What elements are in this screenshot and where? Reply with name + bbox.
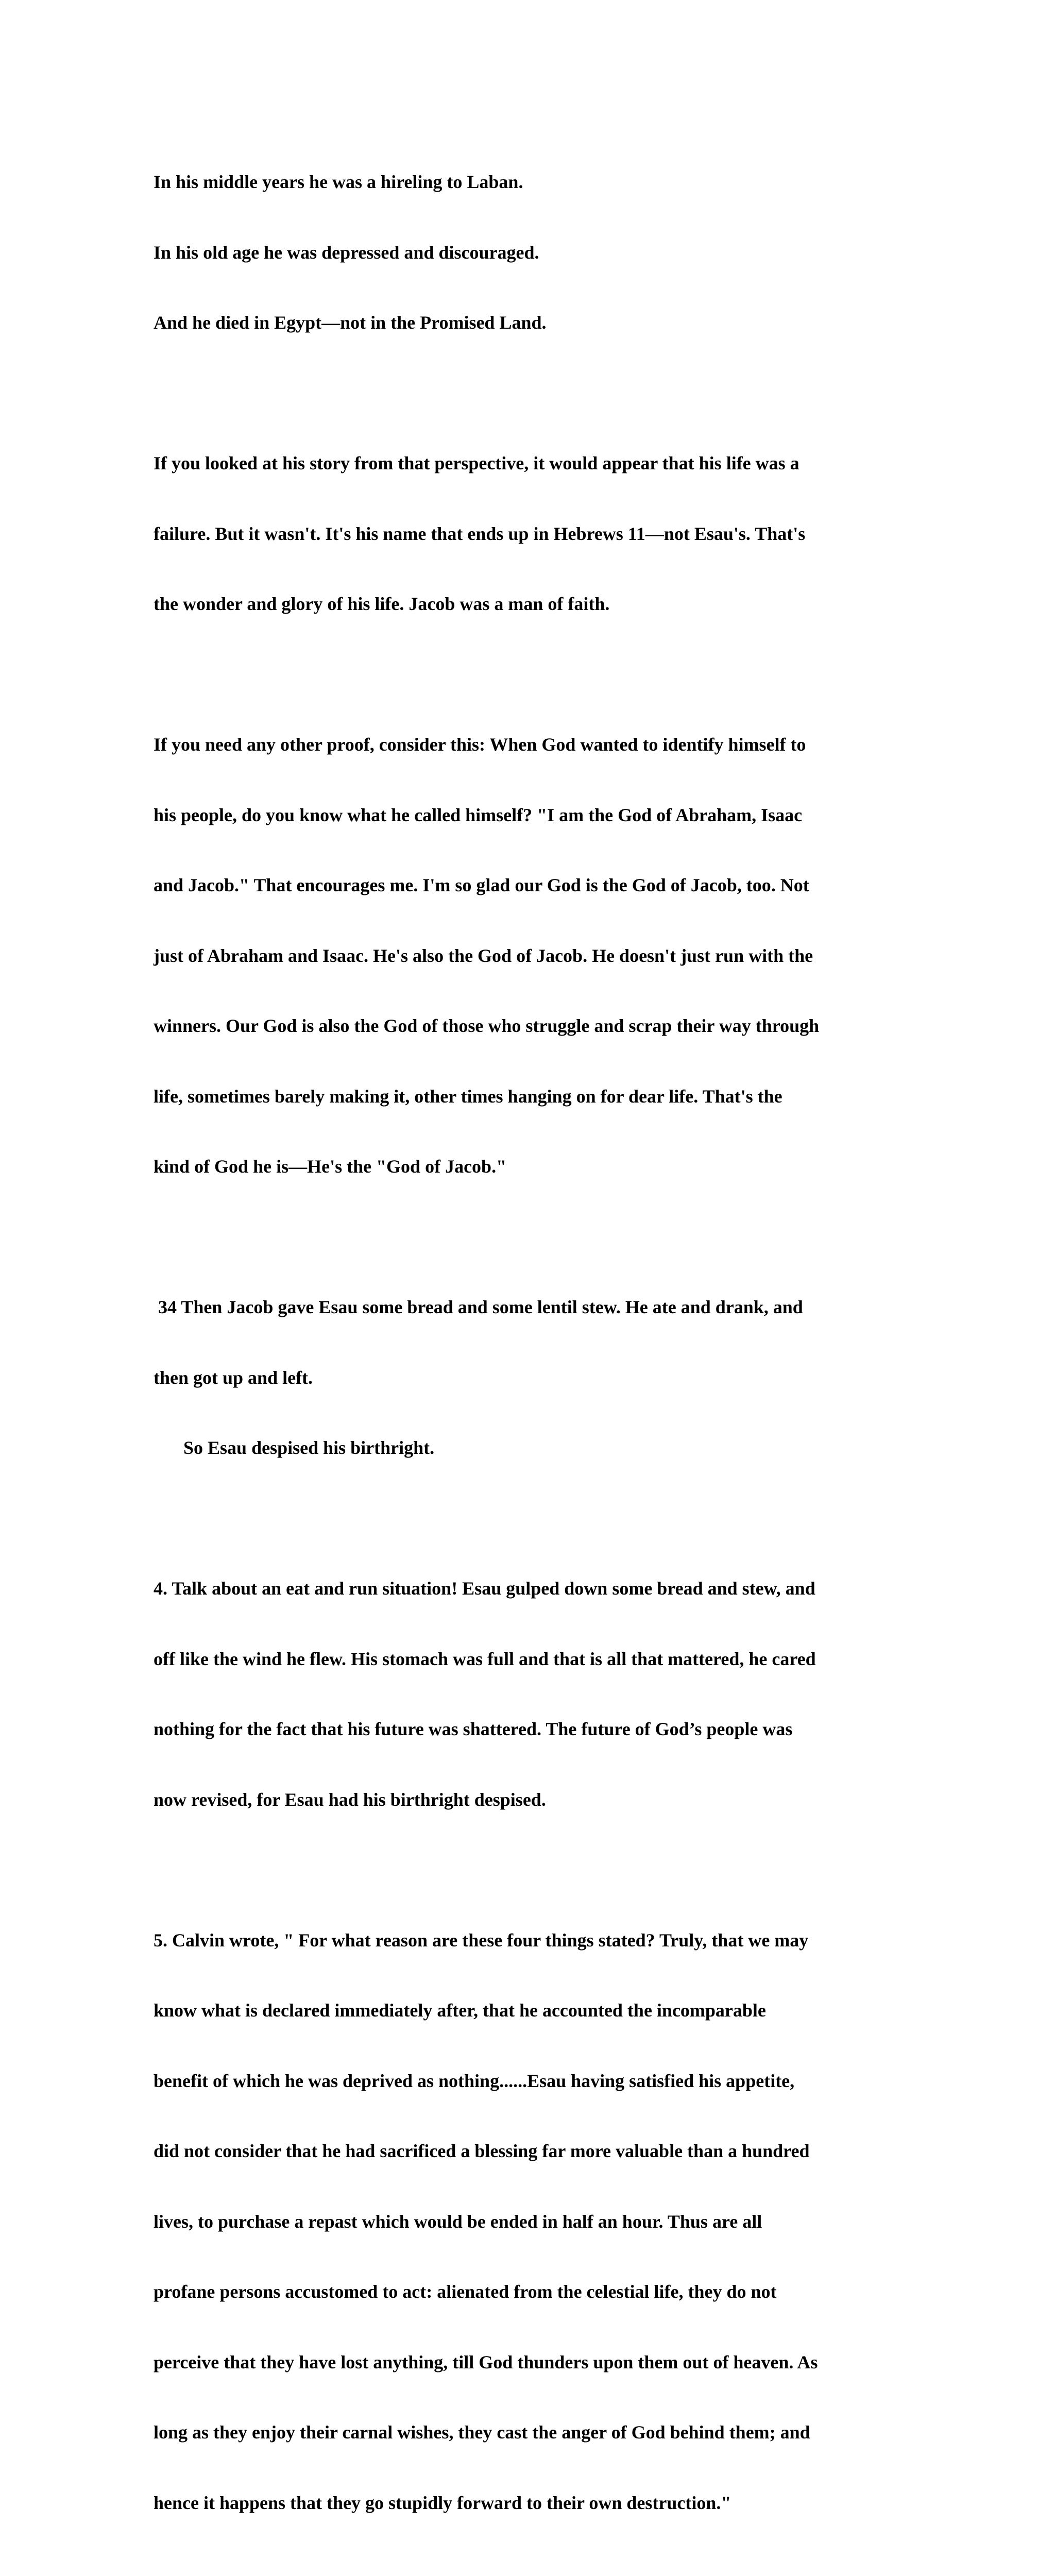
text-line: now revised, for Esau had his birthright despised. (154, 1789, 546, 1810)
document-body (154, 124, 906, 2576)
text-line: If you looked at his story from that perspective, it would appear that his life was a (154, 453, 799, 473)
text-line: nothing for the fact that his future was shattered. The future of God’s people was (154, 1719, 793, 1739)
text-line: 34 Then Jacob gave Esau some bread and some lentil stew. He ate and drank, and (154, 1297, 803, 1317)
text-line: know what is declared immediately after, that he accounted the incomparable (154, 2000, 766, 2021)
paragraph-perspective (154, 405, 906, 663)
text-line: did not consider that he had sacrificed a blessing far more valuable than a hundred (154, 2141, 810, 2161)
text-line: benefit of which he was deprived as nothing......Esau having satisfied his appetite, (154, 2070, 795, 2091)
paragraph-god-of-jacob (154, 686, 906, 1226)
text-line: If you need any other proof, consider this: When God wanted to identify himself to (154, 734, 806, 755)
text-line: life, sometimes barely making it, other times hanging on for dear life. That's the (154, 1086, 782, 1107)
paragraph-jacob-life-stages (154, 124, 906, 382)
text-line: failure. But it wasn't. It's his name that ends up in Hebrews 11—not Esau's. That's (154, 523, 806, 544)
text-line: And he died in Egypt—not in the Promised Land. (154, 312, 547, 333)
text-line: then got up and left. (154, 1367, 313, 1388)
text-line: hence it happens that they go stupidly forward to their own destruction." (154, 2492, 731, 2513)
text-line: winners. Our God is also the God of those who struggle and scrap their way through (154, 1015, 820, 1036)
text-line: just of Abraham and Isaac. He's also the God of Jacob. He doesn't just run with the (154, 945, 813, 966)
text-line: off like the wind he flew. His stomach was full and that is all that mattered, he cared (154, 1648, 816, 1669)
text-line: In his old age he was depressed and discouraged. (154, 242, 539, 263)
paragraph-point-5-calvin (154, 1882, 906, 2562)
indented-text-line: So Esau despised his birthright. (183, 1437, 435, 1458)
text-line: profane persons accustomed to act: alienated from the celestial life, they do not (154, 2281, 777, 2302)
text-line: long as they enjoy their carnal wishes, they cast the anger of God behind them; and (154, 2422, 810, 2443)
paragraph-scripture-verse-34 (154, 1249, 906, 1507)
text-line: and Jacob." That encourages me. I'm so glad our God is the God of Jacob, too. Not (154, 875, 809, 895)
text-line: perceive that they have lost anything, till God thunders upon them out of heaven. As (154, 2351, 818, 2372)
paragraph-point-4 (154, 1530, 906, 1858)
text-line: the wonder and glory of his life. Jacob was a man of faith. (154, 594, 610, 614)
text-line: his people, do you know what he called himself? "I am the God of Abraham, Isaac (154, 804, 803, 825)
text-line: In his middle years he was a hireling to Laban. (154, 172, 523, 192)
text-line: 4. Talk about an eat and run situation! Esau gulped down some bread and stew, and (154, 1578, 815, 1599)
text-line: kind of God he is—He's the "God of Jacob." (154, 1156, 507, 1177)
text-line: 5. Calvin wrote, " For what reason are these four things stated? Truly, that we may (154, 1929, 809, 1951)
text-line: lives, to purchase a repast which would be ended in half an hour. Thus are all (154, 2211, 762, 2232)
